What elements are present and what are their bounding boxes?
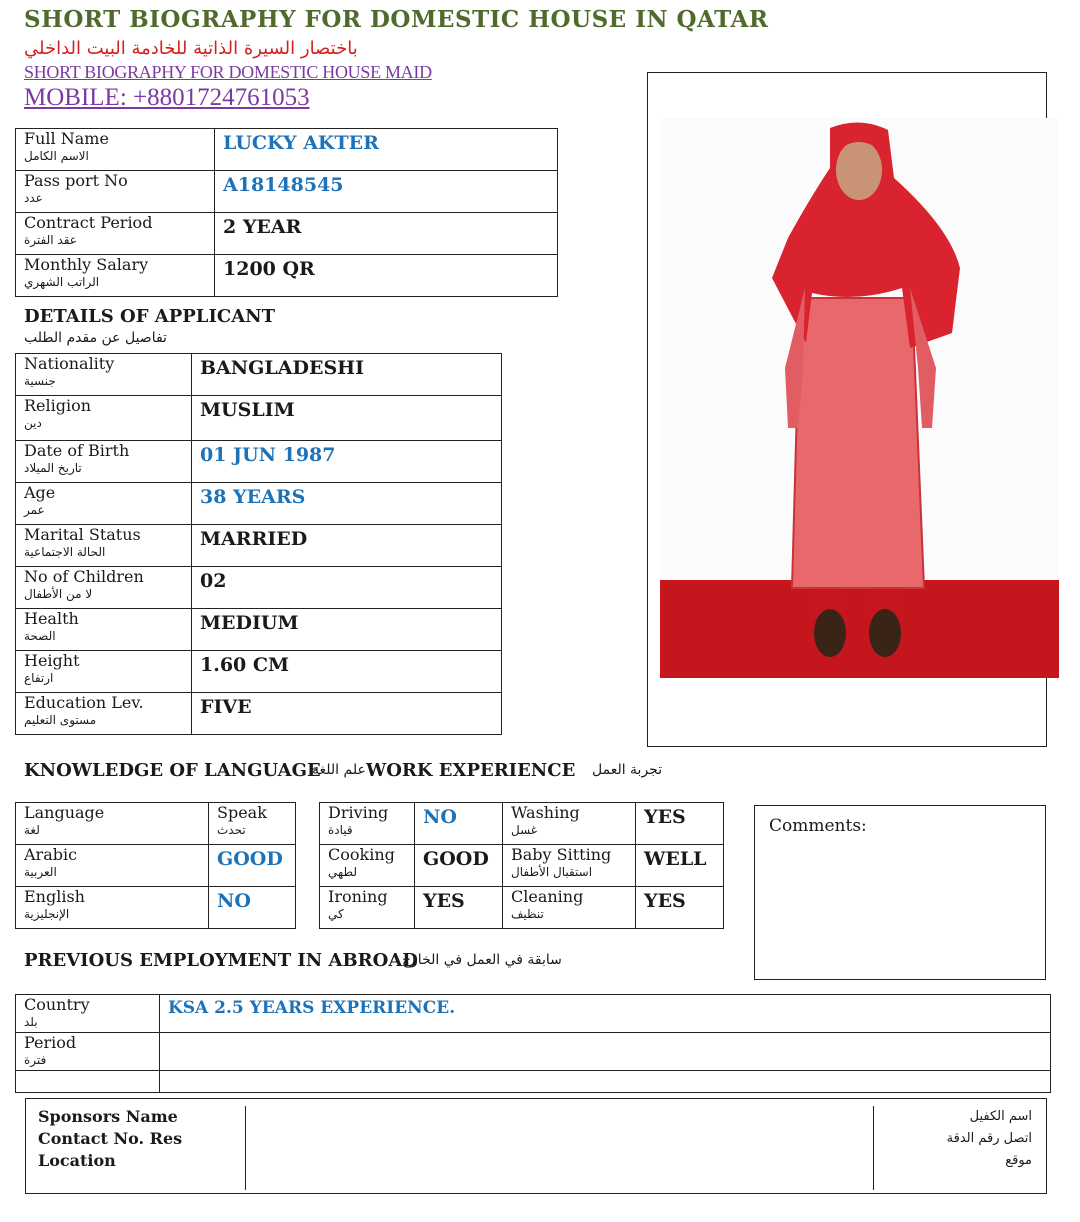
- table-row: [320, 845, 724, 887]
- table-row: [16, 129, 558, 171]
- label-cell: [16, 887, 209, 929]
- nationality-value: BANGLADESHI: [192, 354, 502, 396]
- contract-table: [15, 128, 558, 297]
- location-value: [245, 1150, 873, 1190]
- label-en: Language: [24, 803, 105, 822]
- label-ar: استقبال الأطفال: [511, 865, 593, 879]
- label-en: Nationality: [24, 354, 115, 373]
- table-row: [16, 354, 502, 396]
- table-row: [26, 1150, 1044, 1190]
- sponsor-name-label: Sponsors Name: [26, 1106, 245, 1128]
- label-cell: [16, 213, 215, 255]
- education-value: FIVE: [192, 693, 502, 735]
- table-row: [16, 171, 558, 213]
- previous-employment-heading: PREVIOUS EMPLOYMENT IN ABROAD: [24, 950, 418, 971]
- details-heading: DETAILS OF APPLICANT: [24, 306, 276, 327]
- table-row: [26, 1106, 1044, 1128]
- label-cell: [320, 803, 415, 845]
- label-ar: العربية: [24, 865, 57, 879]
- children-value: 02: [192, 567, 502, 609]
- label-en: No of Children: [24, 567, 144, 586]
- language-heading: KNOWLEDGE OF LANGUAGE: [24, 760, 321, 781]
- full-name-value: LUCKY AKTER: [215, 129, 558, 171]
- label-en: Baby Sitting: [511, 845, 612, 864]
- page-title-arabic: باختصار السيرة الذاتية للخادمة البيت الداخلي: [24, 38, 358, 59]
- health-value: MEDIUM: [192, 609, 502, 651]
- table-row: [16, 483, 502, 525]
- label-en: Age: [24, 483, 56, 502]
- english-level-value: NO: [209, 887, 296, 929]
- page-title: SHORT BIOGRAPHY FOR DOMESTIC HOUSE IN QATAR: [24, 6, 769, 33]
- label-en: Health: [24, 609, 79, 628]
- comments-box: [754, 805, 1046, 980]
- label-ar: دين: [24, 416, 42, 430]
- work-experience-table: [319, 802, 724, 929]
- label-ar: لغة: [24, 823, 40, 837]
- table-row: [16, 651, 502, 693]
- dob-value: 01 JUN 1987: [192, 441, 502, 483]
- table-row: [16, 887, 296, 929]
- comments-label: Comments:: [769, 816, 867, 836]
- table-row: [320, 887, 724, 929]
- label-ar: ارتفاع: [24, 671, 54, 685]
- table-row: [16, 255, 558, 297]
- label-cell: [16, 255, 215, 297]
- applicant-photo-illustration: [660, 118, 1059, 678]
- label-en: Date of Birth: [24, 441, 130, 460]
- label-en: Monthly Salary: [24, 255, 149, 274]
- label-en: Cooking: [328, 845, 395, 864]
- label-cell: [16, 129, 215, 171]
- table-row: [320, 803, 724, 845]
- washing-value: YES: [636, 803, 724, 845]
- label-ar: بلد: [24, 1015, 38, 1029]
- label-en: Cleaning: [511, 887, 584, 906]
- work-experience-heading-arabic: تجربة العمل: [592, 762, 663, 778]
- label-cell: [503, 803, 636, 845]
- label-cell: [16, 171, 215, 213]
- label-ar: الاسم الكامل: [24, 149, 89, 163]
- language-table: [15, 802, 296, 929]
- label-ar: قيادة: [328, 823, 353, 837]
- baby-sitting-value: WELL: [636, 845, 724, 887]
- table-row: [16, 693, 502, 735]
- table-row: [16, 995, 1051, 1033]
- label-en: Contract Period: [24, 213, 153, 232]
- mobile-number: MOBILE: +8801724761053: [24, 84, 310, 111]
- label-en: Height: [24, 651, 80, 670]
- language-heading-arabic: علم اللغة: [312, 762, 366, 778]
- label-cell: [16, 651, 192, 693]
- table-row: [16, 396, 502, 441]
- label-ar: الحالة الاجتماعية: [24, 545, 106, 559]
- label-en: Education Lev.: [24, 693, 144, 712]
- label-en: Period: [24, 1033, 77, 1052]
- driving-value: NO: [415, 803, 503, 845]
- label-ar: الصحة: [24, 629, 56, 643]
- sponsor-name-value: [245, 1106, 873, 1128]
- label-ar: فترة: [24, 1053, 47, 1067]
- details-heading-arabic: تفاصيل عن مقدم الطلب: [24, 330, 167, 346]
- label-cell: [320, 845, 415, 887]
- label-cell: [16, 693, 192, 735]
- label-ar: عقد الفترة: [24, 233, 77, 247]
- table-row: [16, 213, 558, 255]
- page-subtitle: SHORT BIOGRAPHY FOR DOMESTIC HOUSE MAID: [24, 62, 432, 82]
- table-row: [16, 1071, 1051, 1093]
- salary-value: 1200 QR: [215, 255, 558, 297]
- label-en: Religion: [24, 396, 92, 415]
- label-ar: كي: [328, 907, 344, 921]
- label-en: Arabic: [24, 845, 78, 864]
- age-value: 38 YEARS: [192, 483, 502, 525]
- table-row: [16, 525, 502, 567]
- label-cell: [16, 567, 192, 609]
- label-ar: تنظيف: [511, 907, 544, 921]
- label-cell: [16, 1033, 160, 1071]
- label-ar: الإنجليزية: [24, 907, 70, 921]
- label-ar: تاريخ الميلاد: [24, 461, 82, 475]
- location-label-arabic: موقع: [1005, 1153, 1032, 1168]
- arabic-level-value: GOOD: [209, 845, 296, 887]
- label-en: Pass port No: [24, 171, 128, 190]
- passport-value: A18148545: [215, 171, 558, 213]
- period-value: [160, 1033, 1051, 1071]
- previous-employment-table: [15, 994, 1051, 1093]
- label-en: Marital Status: [24, 525, 141, 544]
- label-cell: [16, 803, 209, 845]
- label-ar: لطهي: [328, 865, 358, 879]
- label-ar: الراتب الشهري: [24, 275, 100, 289]
- label-ar: لا من الأطفال: [24, 587, 93, 601]
- label-ar: عمر: [24, 503, 45, 517]
- cooking-value: GOOD: [415, 845, 503, 887]
- label-en: Full Name: [24, 129, 109, 148]
- table-row: [16, 609, 502, 651]
- label-cell: [503, 845, 636, 887]
- label-en: Country: [24, 995, 90, 1014]
- contact-no-value: [245, 1128, 873, 1150]
- label-ar: تحدث: [217, 823, 246, 837]
- label-cell: [16, 995, 160, 1033]
- label-en: Driving: [328, 803, 389, 822]
- label-cell: [16, 525, 192, 567]
- table-row: [16, 1033, 1051, 1071]
- label-en: English: [24, 887, 85, 906]
- label-cell: [16, 396, 192, 441]
- marital-status-value: MARRIED: [192, 525, 502, 567]
- previous-employment-heading-arabic: سابقة في العمل في الخارج: [402, 952, 562, 968]
- religion-value: MUSLIM: [192, 396, 502, 441]
- label-cell: [320, 887, 415, 929]
- label-en: Speak: [217, 803, 267, 822]
- table-row: [16, 845, 296, 887]
- contact-no-label: Contact No. Res: [26, 1128, 245, 1150]
- label-cell: [16, 441, 192, 483]
- label-ar: جنسية: [24, 374, 56, 388]
- label-en: Ironing: [328, 887, 388, 906]
- empty-cell: [160, 1071, 1051, 1093]
- label-ar: مستوى التعليم: [24, 713, 97, 727]
- label-cell: [16, 845, 209, 887]
- label-cell: [16, 354, 192, 396]
- table-row: [16, 567, 502, 609]
- contact-no-label-arabic: اتصل رقم الدقة: [946, 1131, 1032, 1146]
- location-label: Location: [26, 1150, 245, 1190]
- label-ar: غسل: [511, 823, 538, 837]
- label-ar: عدد: [24, 191, 43, 205]
- contract-period-value: 2 YEAR: [215, 213, 558, 255]
- sponsor-name-label-arabic: اسم الكفيل: [969, 1109, 1032, 1124]
- table-row: [26, 1128, 1044, 1150]
- label-en: Washing: [511, 803, 580, 822]
- applicant-photo: [660, 118, 1059, 678]
- cleaning-value: YES: [636, 887, 724, 929]
- ironing-value: YES: [415, 887, 503, 929]
- height-value: 1.60 CM: [192, 651, 502, 693]
- table-row: [16, 441, 502, 483]
- label-cell: [503, 887, 636, 929]
- label-cell: [16, 483, 192, 525]
- table-row: [16, 803, 296, 845]
- details-table: [15, 353, 502, 735]
- sponsor-table: [26, 1106, 1044, 1190]
- work-experience-heading: WORK EXPERIENCE: [366, 760, 576, 781]
- empty-cell: [16, 1071, 160, 1093]
- label-cell: [209, 803, 296, 845]
- label-cell: [16, 609, 192, 651]
- country-value: KSA 2.5 YEARS EXPERIENCE.: [160, 995, 1051, 1033]
